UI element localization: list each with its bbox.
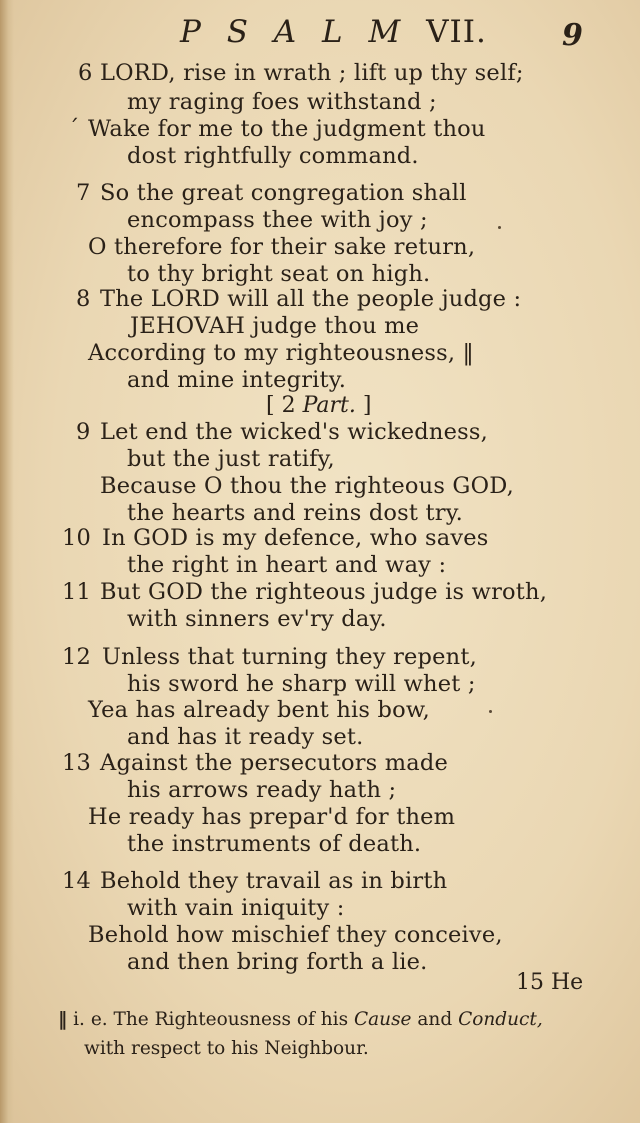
footnote-mark: ‖ [58, 1009, 68, 1030]
verse-number: 12 [62, 644, 92, 670]
verse-number: 14 [62, 868, 92, 894]
verse-number: 8 [76, 286, 91, 312]
footnote-conduct: Conduct, [458, 1009, 543, 1030]
verse-line: and has it ready set. [127, 724, 364, 750]
verse-line: encompass thee with joy ; [127, 207, 428, 233]
verse-line: but the just ratify, [127, 446, 335, 472]
verse-number: ´ [68, 116, 80, 142]
verse-line: According to my righteousness, ‖ [88, 340, 474, 366]
verse-line: his sword he sharp will whet ; [127, 671, 476, 697]
verse-line: So the great congregation shall [100, 180, 467, 206]
verse-line: The LORD will all the people judge : [100, 286, 522, 312]
page-number: 9 [562, 18, 583, 53]
verse-line: Behold they travail as in birth [100, 868, 448, 894]
verse-line: and then bring forth a lie. [127, 949, 428, 975]
catchword: 15 He [516, 970, 584, 995]
paper-speck [489, 710, 492, 713]
verse-line: my raging foes withstand ; [127, 89, 437, 115]
paper-speck [498, 226, 501, 229]
verse-line: LORD, rise in wrath ; lift up thy self; [100, 60, 524, 86]
verse-line: JEHOVAH judge thou me [130, 313, 420, 339]
verse-line: He ready has prepar'd for them [88, 804, 456, 830]
verse-line: O therefore for their sake return, [88, 234, 476, 260]
verse-line: Because O thou the righteous GOD, [100, 473, 515, 499]
verse-number: 11 [62, 579, 92, 605]
verse-line: Let end the wicked's wickedness, [100, 419, 488, 445]
page-binding-edge [0, 0, 14, 1123]
verse-line: the hearts and reins dost try. [127, 500, 463, 526]
part-heading-close: ] [362, 393, 372, 418]
footnote-and: and [417, 1009, 453, 1030]
part-heading [266, 393, 371, 418]
verse-line: Against the persecutors made [100, 750, 449, 776]
verse-line: Behold how mischief they conceive, [88, 922, 503, 948]
verse-number: 7 [76, 180, 91, 206]
verse-line: with vain iniquity : [127, 895, 345, 921]
verse-line: with sinners ev'ry day. [127, 606, 387, 632]
running-title [180, 14, 487, 50]
footnote-text-a: i. e. The Righteousness of his [73, 1009, 349, 1030]
footnote-text-b: with respect to his Neighbour. [84, 1038, 369, 1059]
part-heading-label: Part. [302, 393, 356, 418]
verse-line: But GOD the righteous judge is wroth, [100, 579, 548, 605]
verse-line: his arrows ready hath ; [127, 777, 397, 803]
footnote-line-1 [58, 1009, 543, 1030]
verse-number: 6 [78, 60, 93, 86]
running-title-number: VII. [426, 14, 487, 50]
verse-line: and mine integrity. [127, 367, 347, 393]
verse-line: Wake for me to the judgment thou [88, 116, 486, 142]
part-heading-open: [ 2 [266, 393, 296, 418]
verse-line: Yea has already bent his bow, [88, 697, 431, 723]
verse-number: 9 [76, 419, 91, 445]
verse-number: 13 [62, 750, 92, 776]
footnote-cause: Cause [353, 1009, 412, 1030]
verse-line: to thy bright seat on high. [127, 261, 431, 287]
verse-line: Unless that turning they repent, [102, 644, 477, 670]
running-title-psalm: P S A L M [180, 14, 409, 50]
verse-line: the instruments of death. [127, 831, 422, 857]
verse-line: the right in heart and way : [127, 552, 447, 578]
verse-number: 10 [62, 525, 92, 551]
footnote-line-2 [84, 1038, 369, 1059]
verse-line: dost rightfully command. [127, 143, 419, 169]
verse-line: In GOD is my defence, who saves [102, 525, 489, 551]
